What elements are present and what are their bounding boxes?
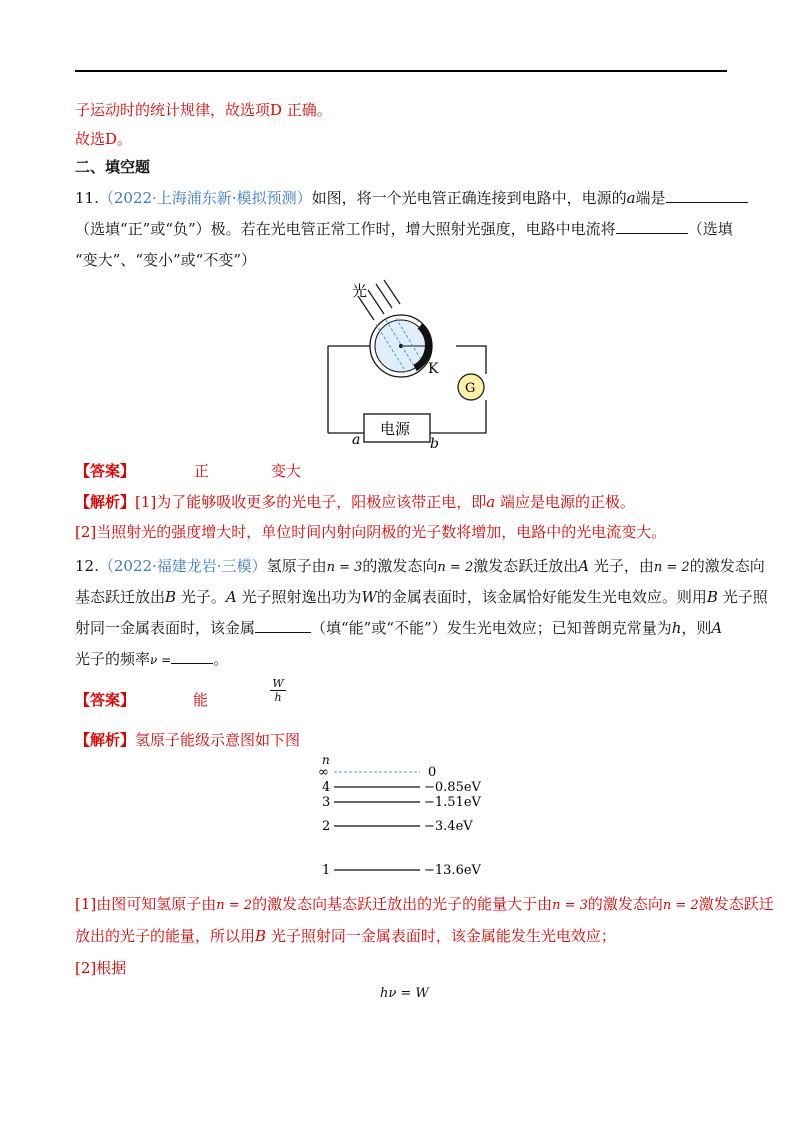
svg-text:∞: ∞: [318, 765, 329, 780]
q11-answer-1: 正: [194, 462, 210, 480]
svg-text:n: n: [322, 753, 330, 767]
prev-answer-line: 子运动时的统计规律，故选项D 正确。: [75, 101, 332, 119]
q11-line3: “变大”、“变小”或“不变”）: [75, 251, 257, 269]
q11-answer-2: 变大: [271, 462, 302, 480]
q11-line1: 11.（2022·上海浦东新·模拟预测）如图，将一个光电管正确连接到电路中，电源的a端是: [75, 188, 748, 208]
svg-text:0: 0: [428, 765, 437, 780]
q12-blank-2: [171, 649, 213, 664]
q12-answer-fraction: W h: [270, 677, 286, 704]
q11-answer: 【答案】: [75, 462, 136, 480]
svg-text:−3.4eV: −3.4eV: [424, 819, 473, 834]
header-rule: [75, 70, 727, 72]
svg-text:4: 4: [322, 780, 331, 795]
energy-level-diagram: [312, 752, 492, 880]
svg-text:−0.85eV: −0.85eV: [424, 780, 481, 795]
svg-text:−13.6eV: −13.6eV: [424, 863, 481, 878]
phototube-circuit-figure: [318, 276, 493, 456]
q11-analysis-2: [2]当照射光的强度增大时，单位时间内射向阴极的光子数将增加，电路中的光电流变大。: [75, 523, 667, 541]
q11-blank-1: [666, 188, 748, 203]
q11-source: （2022·上海浦东新·模拟预测）: [98, 189, 312, 207]
prev-choice-line: 故选D。: [75, 130, 133, 148]
svg-text:3: 3: [322, 795, 331, 810]
section-title: 二、填空题: [75, 158, 151, 176]
q12-formula: hν = W: [380, 986, 429, 1001]
q12-analysis-intro: 【解析】氢原子能级示意图如下图: [75, 731, 301, 749]
svg-text:1: 1: [322, 863, 331, 878]
q12-analysis-1a: [1]由图可知氢原子由n = 2的激发态向基态跃迁放出的光子的能量大于由n = 3的激发态向n = 2激发态跃迁: [75, 895, 774, 913]
q12-answer-1: 能: [193, 691, 209, 709]
q12-line2: 基态跃迁放出B 光子。A 光子照射逸出功为W的金属表面时，该金属恰好能发生光电效应。则用B 光子照: [75, 588, 768, 606]
svg-text:−1.51eV: −1.51eV: [424, 795, 481, 810]
q12-blank-1: [255, 618, 311, 633]
power-source-label: 电源: [380, 420, 411, 438]
q11-analysis-1: 【解析】[1]为了能够吸收更多的光电子，阳极应该带正电，即a 端应是电源的正极。: [75, 493, 635, 511]
q11-number: 11.: [75, 189, 99, 207]
svg-text:2: 2: [322, 819, 331, 834]
q12-analysis-2: [2]根据: [75, 959, 127, 977]
galvanometer-label: G: [465, 381, 476, 396]
q11-line2: （选填“正”或“负”）极。若在光电管正常工作时，增大照射光强度，电路中电流将 （选填: [75, 220, 733, 238]
light-label: 光: [352, 282, 368, 300]
q12-line1: 12.（2022·福建龙岩·三模）氢原子由n = 3的激发态向n = 2激发态跃迁放出A 光子，由n = 2的激发态向: [75, 557, 765, 575]
q12-answer-label: 【答案】: [75, 691, 136, 709]
q12-line3: 射同一金属表面时，该金属 （填“能”或“不能”）发生光电效应；已知普朗克常量为h，则A: [75, 619, 723, 637]
q11-blank-2: [616, 219, 688, 234]
cathode-label: K: [428, 361, 439, 377]
terminal-b-label: b: [430, 436, 439, 452]
q12-analysis-1b: 放出的光子的能量，所以用B 光子照射同一金属表面时，该金属能发生光电效应；: [75, 927, 616, 945]
q12-line4: 光子的频率ν = 。: [75, 650, 229, 668]
terminal-a-label: a: [352, 432, 361, 448]
